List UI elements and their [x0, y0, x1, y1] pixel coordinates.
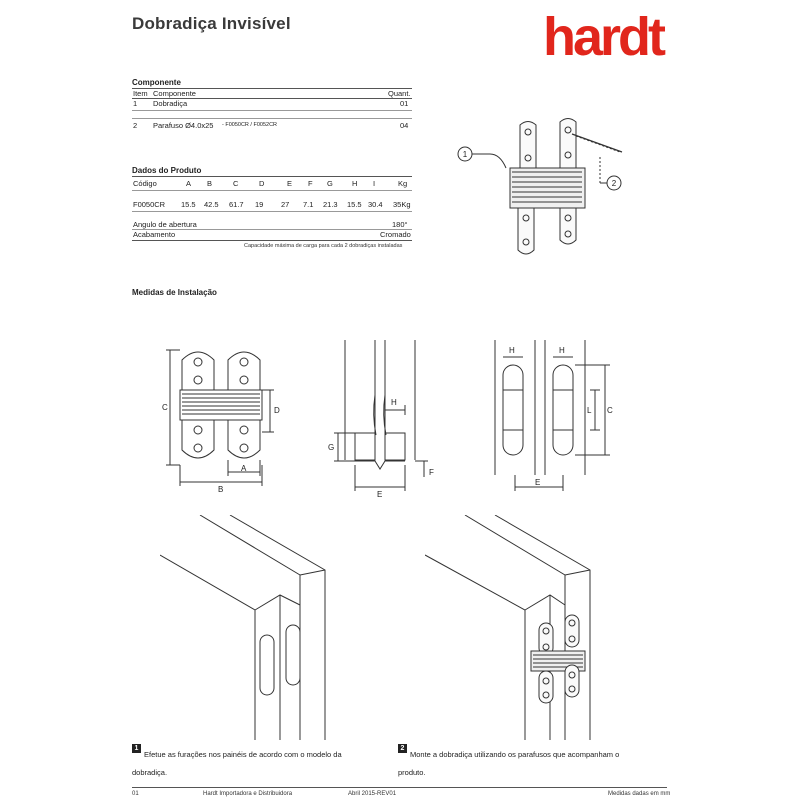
value-kg: 35Kg: [393, 200, 411, 209]
finish-label: Acabamento: [133, 230, 176, 239]
callout-1: 1: [462, 150, 468, 159]
finish-value: Cromado: [380, 230, 411, 239]
angle-label: Angulo de abertura: [133, 220, 197, 229]
component-row-1-name: Dobradiça: [153, 99, 188, 108]
step-2-caption: [398, 744, 638, 780]
col-a-header: A: [186, 179, 192, 188]
col-b-header: B: [207, 179, 213, 188]
col-qty-header: Quant.: [388, 89, 411, 98]
value-f: 7.1: [303, 200, 314, 209]
product-section-title: Dados do Produto: [132, 166, 202, 175]
hinge-illustration: [450, 110, 640, 270]
page-title: Dobradiça Invisível: [132, 14, 291, 33]
dim-label-d: D: [274, 406, 280, 415]
value-i: 30.4: [368, 200, 383, 209]
footer-units: Medidas dadas em mm: [608, 791, 671, 797]
component-row-2-code: - F0050CR / F0052CR: [222, 122, 278, 128]
col-h-header: H: [352, 179, 358, 188]
row-divider: [132, 190, 412, 191]
installation-section-title: Medidas de Instalação: [132, 288, 217, 297]
value-b: 42.5: [204, 200, 219, 209]
step-2-illustration: [425, 515, 635, 740]
row-divider: [132, 118, 412, 119]
angle-value: 180°: [392, 220, 408, 229]
dim-label-e-cutout: E: [535, 478, 541, 487]
col-d-header: D: [259, 179, 265, 188]
row-divider: [132, 211, 412, 212]
step-1-caption: [132, 744, 372, 780]
dim-label-e: E: [377, 490, 383, 499]
col-kg-header: Kg: [398, 179, 408, 188]
dim-label-c: C: [162, 403, 168, 412]
value-a: 15.5: [181, 200, 196, 209]
col-component-header: Componente: [153, 89, 196, 98]
dim-label-f: F: [429, 468, 434, 477]
footer-company: Hardt Importadora e Distribuidora: [203, 791, 293, 797]
step-2-text: Monte a dobradiça utilizando os parafusos que acompanham o produto.: [398, 750, 620, 777]
col-c-header: C: [233, 179, 239, 188]
step-1-text: Efetue as furações nos painéis de acordo com o modelo da dobradiça.: [132, 750, 342, 777]
dim-label-l: L: [587, 406, 592, 415]
value-g: 21.3: [323, 200, 338, 209]
step-2-number: 2: [398, 744, 407, 753]
value-d: 19: [255, 200, 264, 209]
dim-label-g: G: [328, 443, 335, 452]
value-c: 61.7: [229, 200, 244, 209]
col-code-header: Código: [133, 179, 157, 188]
footer-rule: [132, 787, 667, 788]
panel-section-view: [320, 335, 440, 500]
footer-revision: Abril 2015-REV01: [348, 791, 397, 797]
row-divider: [132, 110, 412, 111]
value-e: 27: [281, 200, 290, 209]
component-row-1-item: 1: [133, 99, 138, 108]
step-1-number: 1: [132, 744, 141, 753]
col-item-header: Item: [133, 89, 148, 98]
dim-label-a: A: [241, 464, 247, 473]
hinge-front-view: [150, 340, 290, 500]
components-section-title: Componente: [132, 78, 181, 87]
brand-logo: hardt: [543, 7, 663, 67]
col-g-header: G: [327, 179, 333, 188]
cutout-view: [480, 335, 620, 500]
dim-label-c-cutout: C: [607, 406, 613, 415]
dim-label-h-left: H: [509, 346, 515, 355]
dim-label-h: H: [391, 398, 397, 407]
callout-2: 2: [611, 179, 617, 188]
footer-page-number: 01: [132, 791, 139, 797]
product-bottom-rule: [132, 240, 412, 241]
load-note: Capacidade máxima de carga para cada 2 dobradiças instaladas: [244, 243, 403, 249]
product-code: F0050CR: [133, 200, 166, 209]
component-row-1-qty: 01: [400, 99, 409, 108]
product-top-rule: [132, 176, 412, 177]
component-row-2-name: Parafuso Ø4.0x25: [153, 121, 214, 130]
component-row-2-item: 2: [133, 121, 138, 130]
col-i-header: I: [373, 179, 376, 188]
component-row-2-qty: 04: [400, 121, 409, 130]
step-1-illustration: [160, 515, 370, 740]
dim-label-b: B: [218, 485, 224, 494]
col-e-header: E: [287, 179, 293, 188]
value-h: 15.5: [347, 200, 362, 209]
col-f-header: F: [308, 179, 313, 188]
dim-label-h-right: H: [559, 346, 565, 355]
